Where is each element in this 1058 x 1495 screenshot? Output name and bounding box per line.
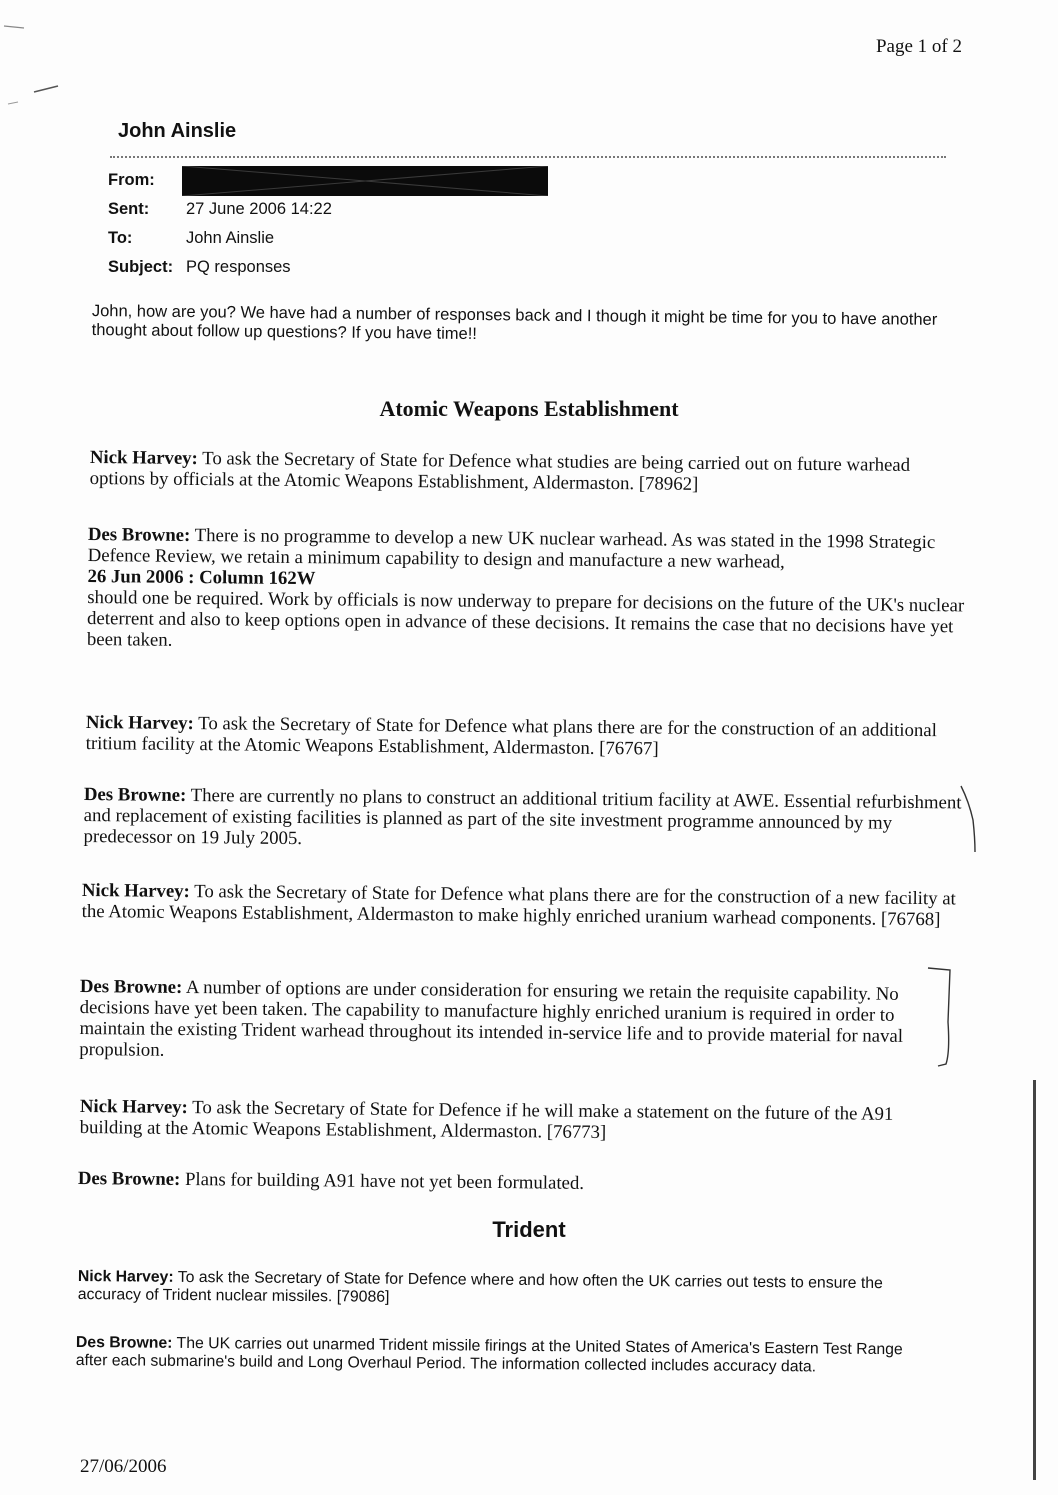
subject-label: Subject: — [108, 258, 174, 276]
footer-date: 27/06/2006 — [80, 1456, 167, 1477]
answer-text: Plans for building A91 have not yet been formulated. — [180, 1168, 585, 1194]
speaker-label: Des Browne: — [77, 1168, 181, 1190]
answer-text: The UK carries out unarmed Trident missile firings at the United States of America's Eastern Test Range after each submarine's build and Long Overhaul Period. The information collected includes accuracy data. — [75, 1334, 903, 1376]
speaker-label: Nick Harvey: — [77, 1268, 174, 1286]
answer-text-continued: should one be required. Work by officials is now underway to prepare for decisions on the future of the UK's nuclear deterrent and also to keep options open in advance of these decisions. It remains the case that no decisions have yet been taken. — [86, 586, 965, 651]
email-intro: John, how are you? We have had a number of responses back and I though it might be time for you to have another thought about follow up questions? If you have time!! — [91, 302, 938, 344]
redaction-cross-icon — [182, 166, 548, 196]
speaker-label: Nick Harvey: — [81, 880, 190, 903]
speaker-label: Des Browne: — [83, 784, 187, 806]
section-title-trident: Trident — [492, 1217, 566, 1242]
speaker-label: Des Browne: — [79, 976, 183, 998]
speaker-label: Des Browne: — [87, 524, 191, 546]
sent-value: 27 June 2006 14:22 — [186, 200, 332, 218]
question-text: To ask the Secretary of State for Defence if he will make a statement on the future of the A91 building at the Atomic Weapons Establishment, Aldermaston. [76773] — [79, 1097, 894, 1144]
speaker-label: Nick Harvey: — [79, 1096, 188, 1119]
question-text: To ask the Secretary of State for Defence what studies are being carried out on future warhead options by officials at the Atomic Weapons Establishment, Aldermaston. [78962] — [89, 448, 911, 495]
awe-question-3 — [82, 880, 962, 930]
email-headers — [108, 166, 548, 282]
speaker-label: Des Browne: — [75, 1334, 173, 1352]
page-number: Page 1 of 2 — [875, 36, 962, 57]
awe-answer-2 — [83, 784, 964, 855]
awe-answer-1 — [87, 524, 968, 658]
speaker-label: Nick Harvey: — [89, 447, 198, 470]
sent-row — [108, 195, 548, 224]
speaker-label: Nick Harvey: — [85, 712, 194, 735]
subject-row — [108, 253, 548, 282]
header-divider — [110, 156, 946, 158]
question-text: To ask the Secretary of State for Defence where and how often the UK carries out tests to ensure the accuracy of Trident nuclear missiles. [79086] — [77, 1268, 883, 1306]
to-label: To: — [108, 229, 133, 247]
to-row — [108, 224, 548, 253]
margin-bracket-mark — [924, 962, 958, 1074]
redacted-sender-box — [182, 166, 548, 196]
question-text: To ask the Secretary of State for Defence what plans there are for the construction of an additional tritium facility at the Atomic Weapons Establishment, Aldermaston. [76767] — [85, 713, 937, 760]
to-value: John Ainslie — [186, 229, 275, 247]
awe-question-4 — [80, 1096, 960, 1146]
awe-question-2 — [86, 712, 966, 762]
awe-question-1 — [90, 447, 970, 497]
answer-text: There is no programme to develop a new UK nuclear warhead. As was stated in the 1998 Strategic Defence Review, we retain a minimum capability to design and manufacture a new warhead, — [87, 524, 936, 573]
subject-value: PQ responses — [186, 258, 291, 276]
hansard-column-reference: 26 Jun 2006 : Column 162W — [87, 565, 316, 590]
from-label: From: — [108, 171, 155, 189]
section-title-awe: Atomic Weapons Establishment — [379, 396, 679, 421]
scan-mark-left — [0, 0, 90, 120]
margin-bracket-mark — [955, 782, 985, 856]
answer-text: There are currently no plans to construct an additional tritium facility at AWE. Essential refurbishment and replacement of existing facilities is planned as part of the site investment programme announced by my predecessor on 19 July 2005. — [83, 784, 962, 850]
sent-label: Sent: — [108, 200, 150, 218]
email-sender-name: John Ainslie — [118, 120, 237, 142]
awe-answer-3 — [79, 976, 960, 1068]
trident-answer-1 — [76, 1334, 936, 1378]
question-text: To ask the Secretary of State for Defence what plans there are for the construction of a new facility at the Atomic Weapons Establishment, Aldermaston to make highly enriched uranium warhead components. [76768] — [81, 881, 956, 931]
answer-text: A number of options are under consideration for ensuring we retain the requisite capability. No decisions have yet been taken. The capability to manufacture highly enriched uranium is required in order to maintain the existing Trident warhead throughout its intended in-service life and to provide material for naval propulsion. — [79, 976, 904, 1061]
from-row — [108, 166, 548, 195]
awe-answer-4 — [78, 1168, 958, 1197]
scan-edge-line — [1033, 1080, 1036, 1480]
trident-question-1 — [78, 1268, 938, 1312]
